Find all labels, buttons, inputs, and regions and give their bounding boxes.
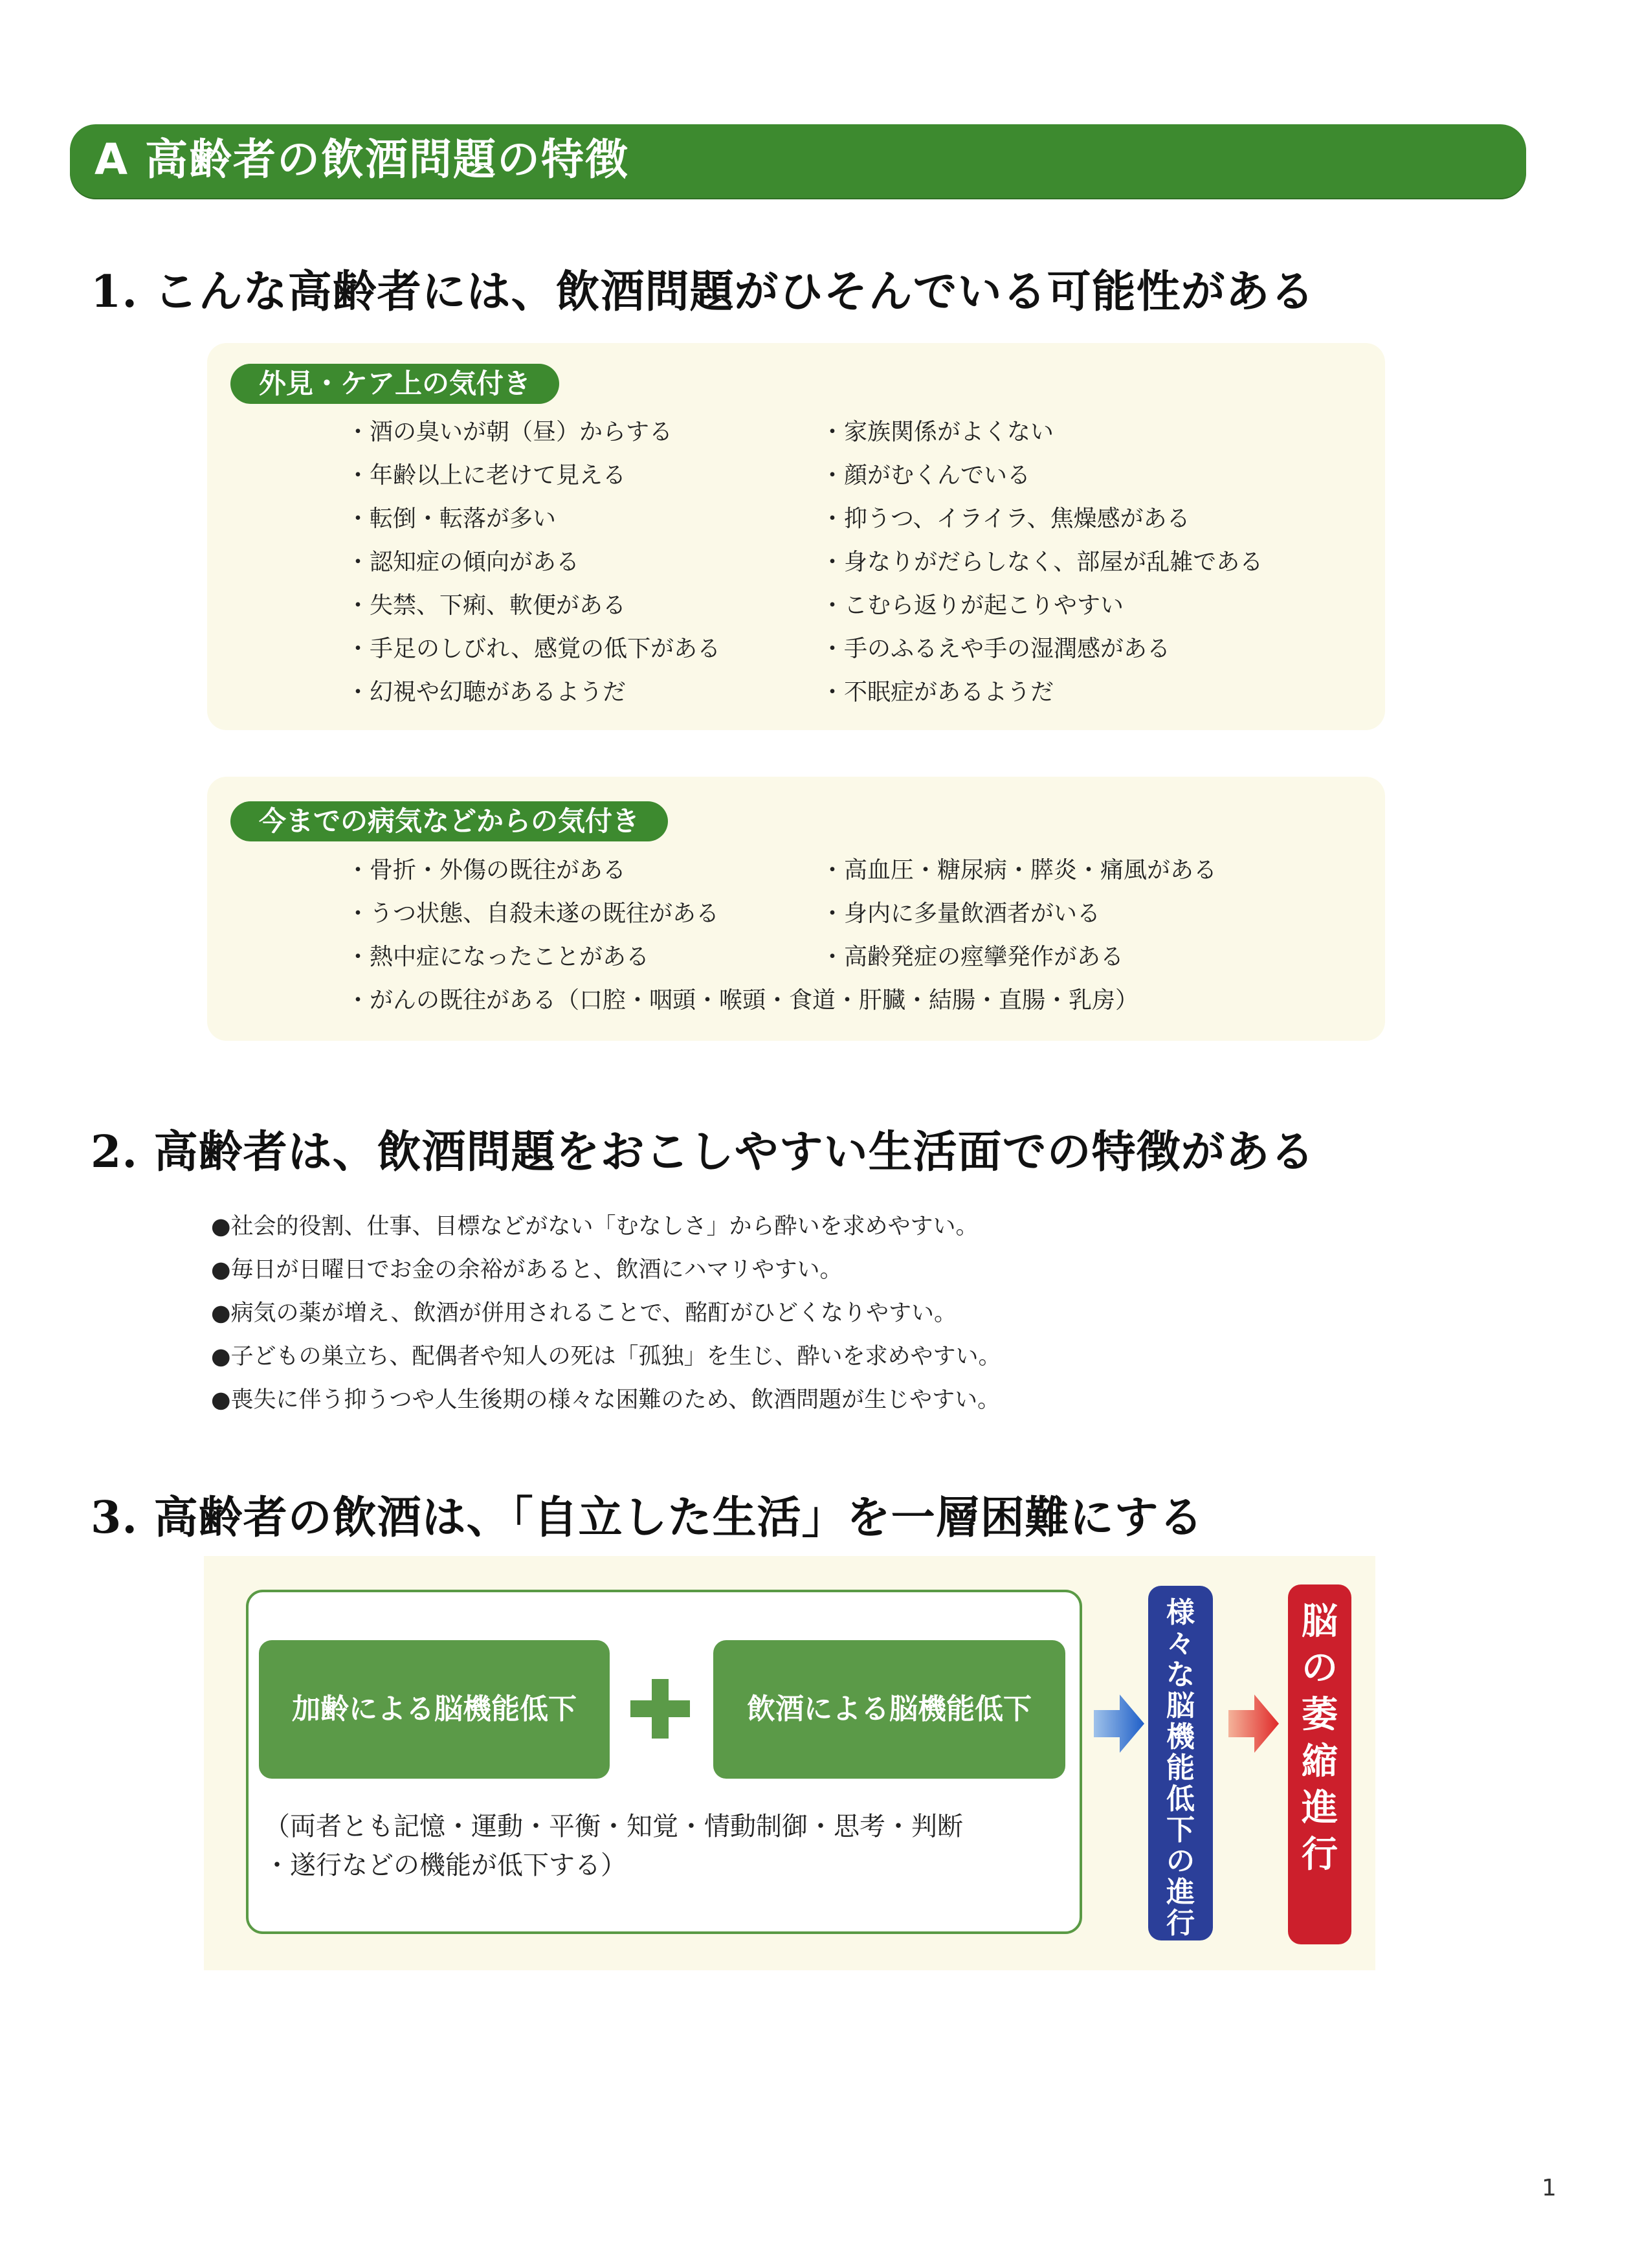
list-item: ・抑うつ、イライラ、焦燥感がある: [821, 506, 1190, 532]
section-header-title: A 高齢者の飲酒問題の特徴: [94, 135, 630, 184]
brain-decline-progress-label: [1148, 1586, 1213, 1940]
brain-atrophy-label: [1288, 1584, 1351, 1944]
label-char: 行: [1302, 1834, 1338, 1876]
label-char: 能: [1166, 1751, 1195, 1784]
list-item: ・手足のしびれ、感覚の低下がある: [346, 636, 721, 662]
history-right-list: [821, 854, 1217, 984]
list-item: ・熱中症になったことがある: [346, 944, 650, 970]
list-item: ・身なりがだらしなく、部屋が乱雑である: [821, 549, 1263, 575]
label-char: 進: [1166, 1876, 1195, 1909]
list-item: ・失禁、下痢、軟便がある: [346, 592, 627, 619]
list-item: ・うつ状態、自殺未遂の既往がある: [346, 900, 720, 927]
label-char: 々: [1166, 1627, 1195, 1660]
label-char: 脳: [1166, 1689, 1195, 1722]
drinking-brain-decline-box: 飲酒による脳機能低下: [713, 1640, 1065, 1779]
red-arrow-icon: [1228, 1695, 1279, 1753]
list-item: ・手のふるえや手の湿潤感がある: [821, 636, 1171, 662]
list-item: ・家族関係がよくない: [821, 419, 1054, 445]
list-item: ・不眠症があるようだ: [821, 679, 1054, 706]
label-char: 下: [1166, 1814, 1195, 1847]
list-item: ●社会的役割、仕事、目標などがない「むなしさ」から酔いを求めやすい。: [211, 1214, 979, 1240]
section3-title: 3. 高齢者の飲酒は、「自立した生活」を一層困難にする: [91, 1492, 1204, 1544]
list-item: ・こむら返りが起こりやすい: [821, 592, 1124, 619]
list-item: ●病気の薬が増え、飲酒が併用されることで、酩酊がひどくなりやすい。: [211, 1300, 957, 1326]
list-item: ・身内に多量飲酒者がいる: [821, 900, 1101, 927]
list-item: ・幻視や幻聴があるようだ: [346, 679, 627, 706]
list-item: ・転倒・転落が多い: [346, 506, 557, 532]
appearance-label: 外見・ケア上の気付き: [230, 364, 559, 404]
history-label: 今までの病気などからの気付き: [230, 801, 668, 841]
list-item: ・年齢以上に老けて見える: [346, 462, 627, 489]
appearance-left-list: [346, 416, 720, 720]
label-char: 進: [1302, 1787, 1338, 1829]
label-char: 脳: [1302, 1601, 1338, 1643]
blue-arrow-icon: [1094, 1695, 1144, 1753]
label-char: 様: [1166, 1596, 1195, 1629]
appearance-right-list: [821, 416, 1263, 720]
list-item: ・高齢発症の痙攣発作がある: [821, 944, 1124, 970]
list-item: ・顔がむくんでいる: [821, 462, 1031, 489]
label-char: 行: [1166, 1907, 1195, 1940]
label-char: の: [1302, 1647, 1338, 1689]
list-item: ・認知症の傾向がある: [346, 549, 580, 575]
list-item: ・酒の臭いが朝（昼）からする: [346, 419, 673, 445]
list-item: ・骨折・外傷の既往がある: [346, 857, 627, 884]
section1-title: 1. こんな高齢者には、飲酒問題がひそんでいる可能性がある: [91, 266, 1315, 318]
plus-icon: [652, 1679, 669, 1739]
label-char: 低: [1166, 1783, 1195, 1816]
list-item: ●毎日が日曜日でお金の余裕があると、飲酒にハマリやすい。: [211, 1257, 843, 1283]
section2-title: 2. 高齢者は、飲酒問題をおこしやすい生活面での特徴がある: [91, 1126, 1315, 1178]
label-char: 機: [1166, 1720, 1195, 1753]
label-char: な: [1166, 1658, 1195, 1691]
section2-list: [211, 1210, 1001, 1427]
list-item: ●子どもの巣立ち、配偶者や知人の死は「孤独」を生じ、酔いを求めやすい。: [211, 1344, 1001, 1370]
history-left-list: [346, 854, 719, 984]
label-char: 萎: [1302, 1694, 1338, 1736]
list-item: ・高血圧・糖尿病・膵炎・痛風がある: [821, 857, 1217, 884]
aging-brain-decline-box: 加齢による脳機能低下: [259, 1640, 610, 1779]
page-number: 1: [1542, 2175, 1557, 2201]
history-full-item: ・がんの既往がある（口腔・咽頭・喉頭・食道・肝臓・結腸・直腸・乳房）: [346, 987, 1139, 1014]
section-header-bar: [70, 124, 1526, 198]
list-item: ●喪失に伴う抑うつや人生後期の様々な困難のため、飲酒問題が生じやすい。: [211, 1387, 1001, 1413]
label-char: 縮: [1302, 1740, 1338, 1783]
diagram-note-line1: （両者とも記憶・運動・平衡・知覚・情動制御・思考・判断: [264, 1812, 963, 1841]
label-char: の: [1166, 1845, 1195, 1878]
diagram-note-line2: ・遂行などの機能が低下する）: [264, 1851, 627, 1880]
